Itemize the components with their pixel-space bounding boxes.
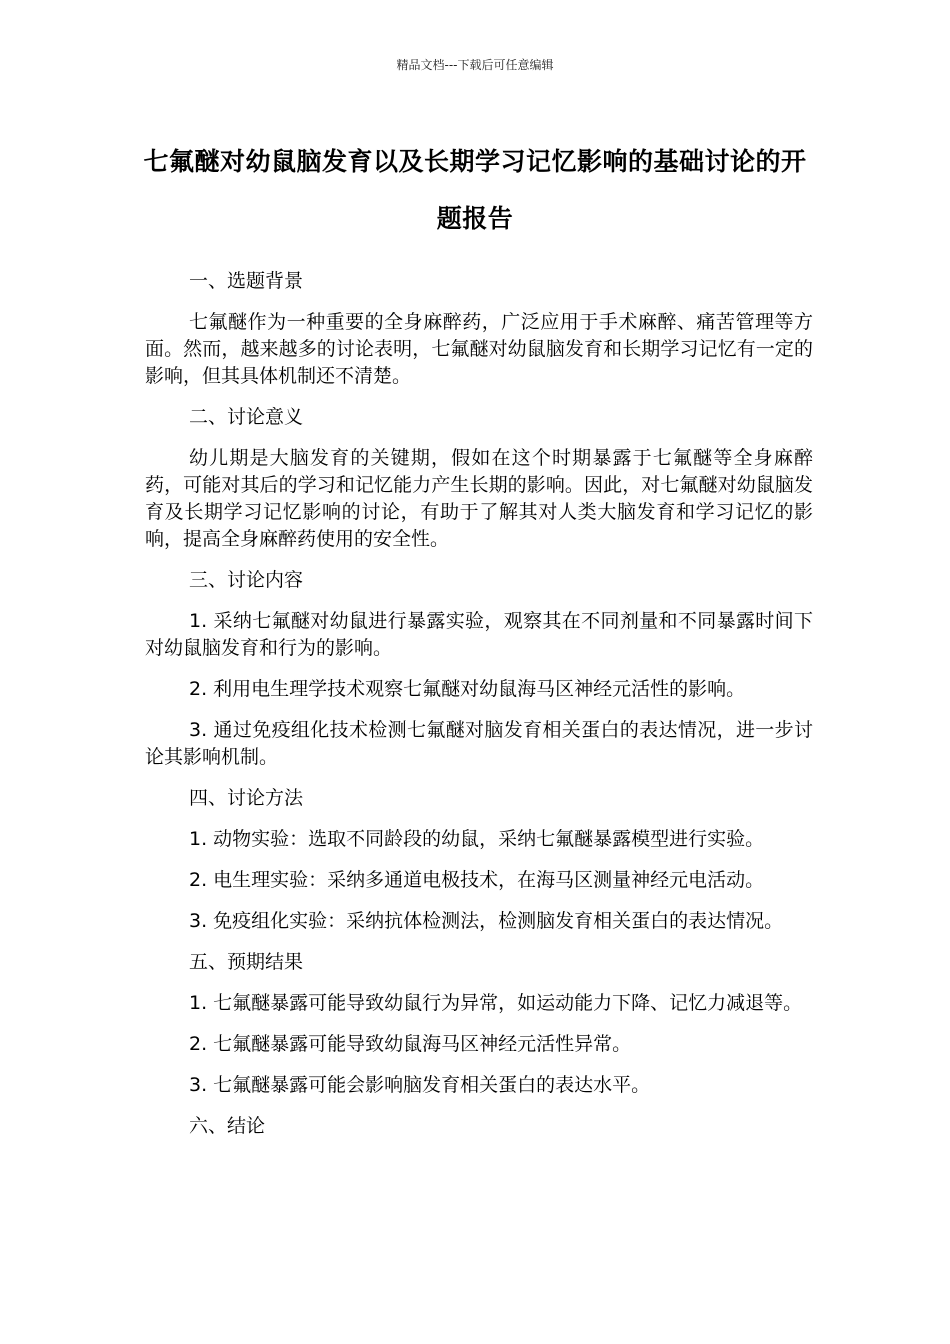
section-heading-expected-results: 五、预期结果 [189,951,304,973]
section-heading-significance: 二、讨论意义 [189,406,304,428]
paragraph-background: 七氟醚作为一种重要的全身麻醉药，广泛应用于手术麻醉、痛苦管理等方面。然而，越来越多的讨论表明，七氟醚对幼鼠脑发育和长期学习记忆有一定的影响，但其具体机制还不清楚。 [145,311,813,387]
paragraph-significance: 幼儿期是大脑发育的关键期，假如在这个时期暴露于七氟醚等全身麻醉药，可能对其后的学习和记忆能力产生长期的影响。因此，对七氟醚对幼鼠脑发育及长期学习记忆影响的讨论，有助于了解其对人类大脑发育和学习记忆的影响，提高全身麻醉药使用的安全性。 [145,447,813,550]
method-item-2: 2. 电生理实验：采纳多通道电极技术，在海马区测量神经元电活动。 [189,869,765,891]
content-item-2: 2. 利用电生理学技术观察七氟醚对幼鼠海马区神经元活性的影响。 [189,678,746,700]
document-body [145,268,813,1154]
result-item-3: 3. 七氟醚暴露可能会影响脑发育相关蛋白的表达水平。 [189,1074,651,1096]
method-item-3: 3. 免疫组化实验：采纳抗体检测法，检测脑发育相关蛋白的表达情况。 [189,910,784,932]
section-heading-background: 一、选题背景 [189,270,304,292]
content-item-3: 3. 通过免疫组化技术检测七氟醚对脑发育相关蛋白的表达情况，进一步讨论其影响机制。 [145,719,813,768]
document-title: 七氟醚对幼鼠脑发育以及长期学习记忆影响的基础讨论的开题报告 [143,147,807,233]
content-item-1: 1. 采纳七氟醚对幼鼠进行暴露实验，观察其在不同剂量和不同暴露时间下对幼鼠脑发育和行为的影响。 [145,610,813,659]
header-note: 精品文档---下载后可任意编辑 [396,58,554,72]
section-heading-conclusion: 六、结论 [189,1115,266,1137]
result-item-2: 2. 七氟醚暴露可能导致幼鼠海马区神经元活性异常。 [189,1033,632,1055]
section-heading-content: 三、讨论内容 [189,569,304,591]
result-item-1: 1. 七氟醚暴露可能导致幼鼠行为异常，如运动能力下降、记忆力减退等。 [189,992,803,1014]
method-item-1: 1. 动物实验：选取不同龄段的幼鼠，采纳七氟醚暴露模型进行实验。 [189,828,765,850]
section-heading-methods: 四、讨论方法 [189,787,304,809]
